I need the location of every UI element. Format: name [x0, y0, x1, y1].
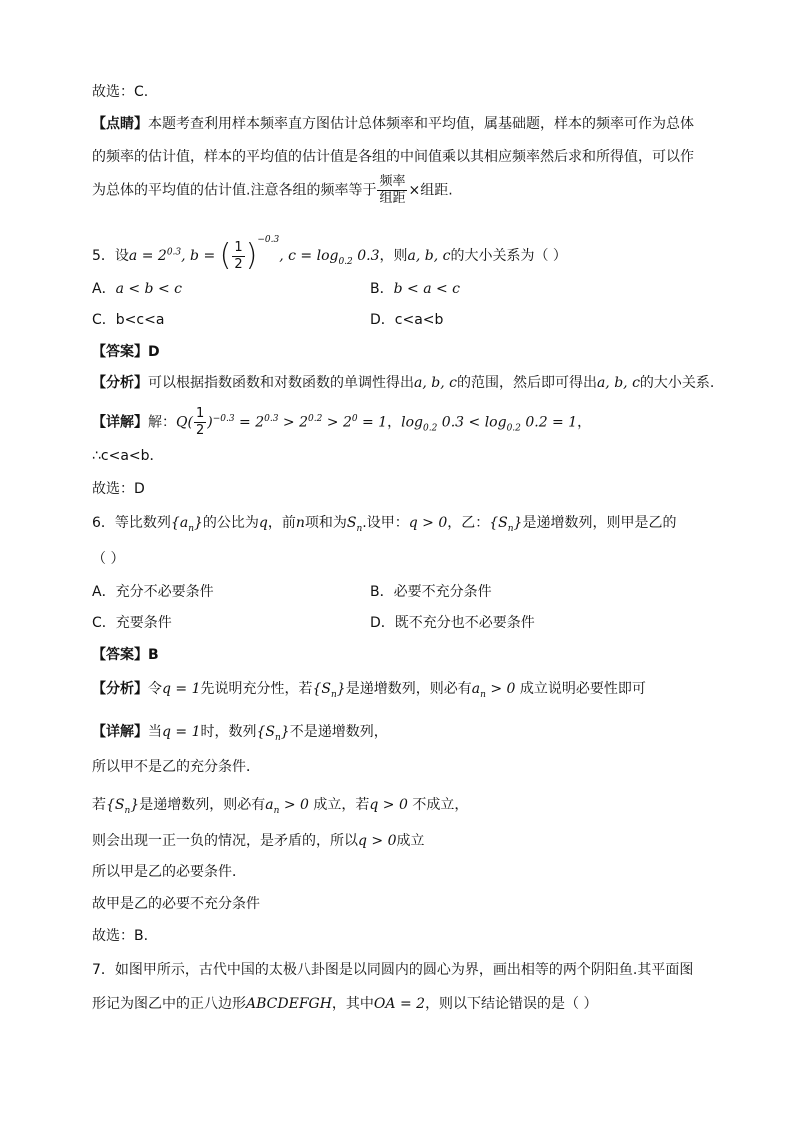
commentary-line: 【点睛】本题考查利用样本频率直方图估计总体频率和平均值，属基础题，样本的频率可作为总体	[92, 116, 694, 132]
text-line: ∴c<a<b．	[92, 448, 164, 464]
text-line: 则会出现一正一负的情况，是矛盾的，所以q > 0成立	[92, 833, 425, 849]
text-line: 故选：B.	[92, 928, 149, 944]
question-5-stem: 5．设$a = 2^{0.3}$, b = ( $\frac{1}{2}$ )$^{-0.3}$, $c = \log_{0.2} 0.3$，则a, b, c的大小关系为（ ）	[92, 235, 567, 273]
option-b: B．b < a < c	[370, 281, 461, 297]
text-line: 故选：C.	[92, 84, 149, 100]
text-line: 故甲是乙的必要不充分条件	[92, 896, 260, 912]
text-line: 若$\{S_n\}$是递增数列，则必有$a_n > 0$ 成立，若q > 0 不成立，	[92, 797, 469, 816]
text-line: 的频率的估计值，样本的平均值的估计值是各组的中间值乘以其相应频率然后求和所得值，可以作	[92, 149, 694, 165]
answer-line: 【答案】D	[92, 344, 160, 360]
option-c: C．充要条件	[92, 615, 172, 631]
text-line: （ ）	[92, 551, 125, 567]
option-c: C．b<c<a	[92, 312, 165, 328]
option-b: B．必要不充分条件	[370, 584, 492, 600]
text-line: 形记为图乙中的正八边形ABCDEFGH，其中OA = 2，则以下结论错误的是（ ）	[92, 996, 598, 1012]
question-7-stem: 7．如图甲所示，古代中国的太极八卦图是以同圆内的圆心为界，画出相等的两个阴阳鱼.其平面图	[92, 962, 694, 978]
analysis-line: 【分析】令q = 1先说明充分性，若$\{S_n\}$是递增数列，则必有$a_n > 0$ 成立说明必要性即可	[92, 681, 646, 700]
answer-line: 【答案】B	[92, 647, 159, 663]
option-a: A．a < b < c	[92, 281, 182, 297]
option-a: A．充分不必要条件	[92, 584, 214, 600]
detail-line: 【详解】当q = 1时，数列$\{S_n\}$不是递增数列，	[92, 724, 388, 743]
fraction: $\frac{\text{频率}}{\text{组距}}$	[379, 174, 406, 206]
analysis-line: 【分析】可以根据指数函数和对数函数的单调性得出a, b, c的范围，然后即可得出a, b, c的大小关系.	[92, 375, 715, 391]
section-tag: 【点睛】	[92, 116, 148, 132]
option-d: D．c<a<b	[370, 312, 444, 328]
option-d: D．既不充分也不必要条件	[370, 615, 535, 631]
detail-line: 【详解】解：Q( $\frac{1}{2}$ )$^{-0.3} = 2^{0.3} > 2^{0.2} > 2^0 = 1$，$\log_{0.2} 0.3 < \log_{0.2} 0.2 = 1$，	[92, 406, 592, 438]
text-line: 所以甲是乙的必要条件．	[92, 864, 246, 880]
text-line: 所以甲不是乙的充分条件．	[92, 759, 260, 775]
text-line: 故选：D	[92, 481, 145, 497]
fraction: $\frac{1}{2}$	[195, 406, 205, 438]
fraction: $\frac{1}{2}$	[234, 239, 243, 272]
text-line: 为总体的平均值的估计值.注意各组的频率等于 $\frac{\text{频率}}{\text{组距}}$ ×组距.	[92, 174, 453, 206]
question-6-stem: 6．等比数列$\{a_n\}$的公比为q，前n项和为$S_n$.设甲：q > 0，乙：$\{S_n\}$是递增数列，则甲是乙的	[92, 515, 677, 534]
